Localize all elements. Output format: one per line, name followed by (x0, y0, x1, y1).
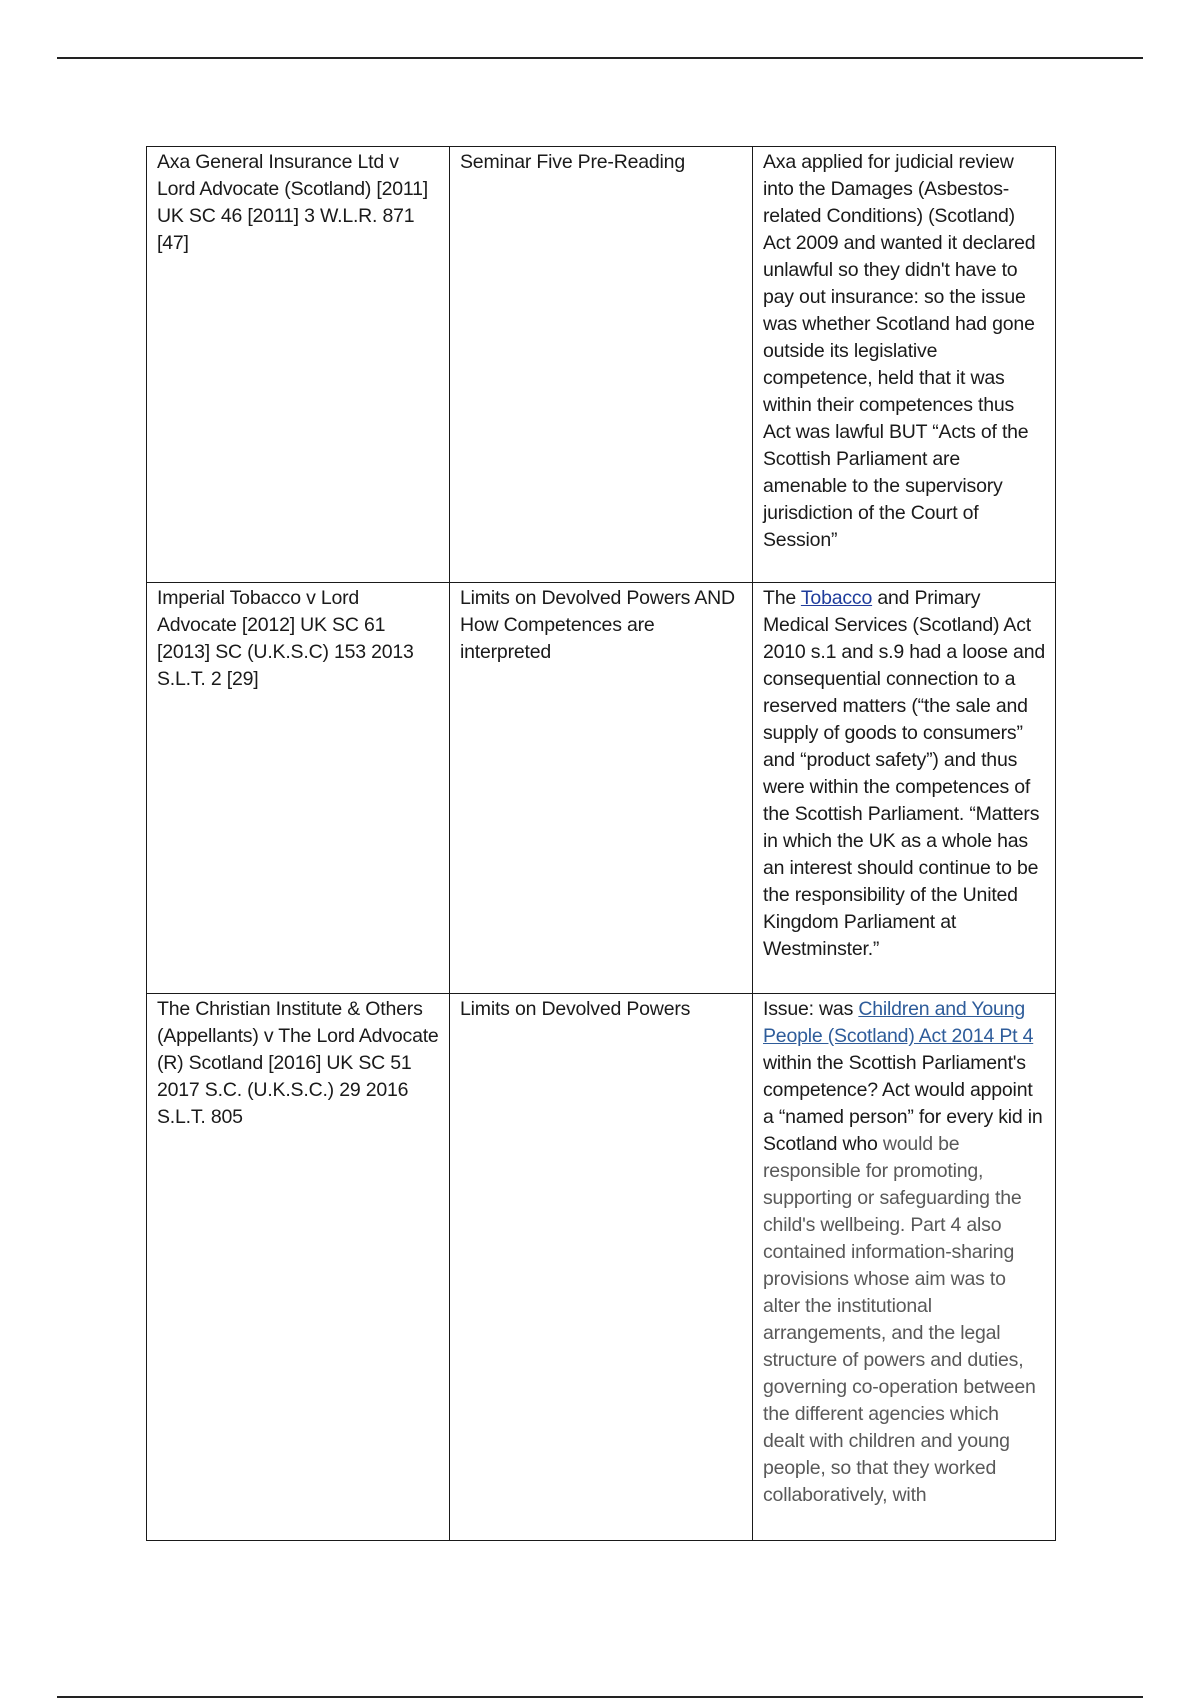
footer-rule (57, 1696, 1143, 1698)
tobacco-link[interactable]: Tobacco (800, 587, 873, 609)
summary-cell (753, 994, 1056, 1541)
topic-cell (450, 147, 753, 583)
topic-cell (450, 994, 753, 1541)
summary-cell (753, 583, 1056, 994)
summary-text-end: and Primary Medical Services (Scotland) Act 2010 s.1 and s.9 had a loose and consequential connection to a reserved matters (“the sale and supply of goods to consumers” and “product safety”) and thus were within the competences of the Scottish Parliament. “Matters in which the UK as a whole has an interest should continue to be the responsibility of the United Kingdom Parliament at Westminster.” (763, 587, 1045, 960)
case-summary (763, 585, 1045, 963)
table-row (147, 147, 1056, 583)
summary-text-start: The (763, 587, 801, 609)
case-summary (763, 996, 1045, 1509)
case-table (146, 146, 1056, 1541)
table-row (147, 994, 1056, 1541)
case-summary: Axa applied for judicial review into the Damages (Asbestos-related Conditions) (Scotland) Act 2009 and wanted it declared unlawful so they didn't have to pay out insurance: so the issue was whether Scotland had gone outside its legislative competence, held that it was within their competences thus Act was lawful BUT “Acts of the Scottish Parliament are amenable to the supervisory jurisdiction of the Court of Session” (763, 151, 1036, 551)
summary-text-start: Issue: was (763, 998, 859, 1020)
case-citation-cell (147, 147, 450, 583)
summary-text-quoted: would be responsible for promoting, supporting or safeguarding the child's wellbeing. Part 4 also contained information-sharing provisions whose aim was to alter the institutional arrangements, and the legal structure of powers and duties, governing co-operation between the different agencies which dealt with children and young people, so that they worked collaboratively, with (763, 1133, 1036, 1506)
topic-cell (450, 583, 753, 994)
case-citation: Axa General Insurance Ltd v Lord Advocate (Scotland) [2011] UK SC 46 [2011] 3 W.L.R. 871 [47] (157, 151, 428, 254)
case-topic: Seminar Five Pre-Reading (460, 151, 685, 173)
summary-text-middle: within the Scottish Parliament's competence? Act would appoint a “named person” for every kid in Scotland who (763, 1052, 1043, 1155)
summary-cell (753, 147, 1056, 583)
case-topic: Limits on Devolved Powers AND How Competences are interpreted (460, 587, 735, 663)
case-citation: Imperial Tobacco v Lord Advocate [2012] UK SC 61 [2013] SC (U.K.S.C) 153 2013 S.L.T. 2 [29] (157, 587, 414, 690)
case-citation: The Christian Institute & Others (Appellants) v The Lord Advocate (R) Scotland [2016] UK SC 51 2017 S.C. (U.K.S.C.) 29 2016 S.L.T. 805 (157, 998, 439, 1128)
case-citation-cell (147, 994, 450, 1541)
children-act-link[interactable]: Children and Young People (Scotland) Act 2014 Pt 4 (763, 998, 1034, 1047)
table-row (147, 583, 1056, 994)
case-citation-cell (147, 583, 450, 994)
case-topic: Limits on Devolved Powers (460, 998, 691, 1020)
header-rule (57, 57, 1143, 59)
